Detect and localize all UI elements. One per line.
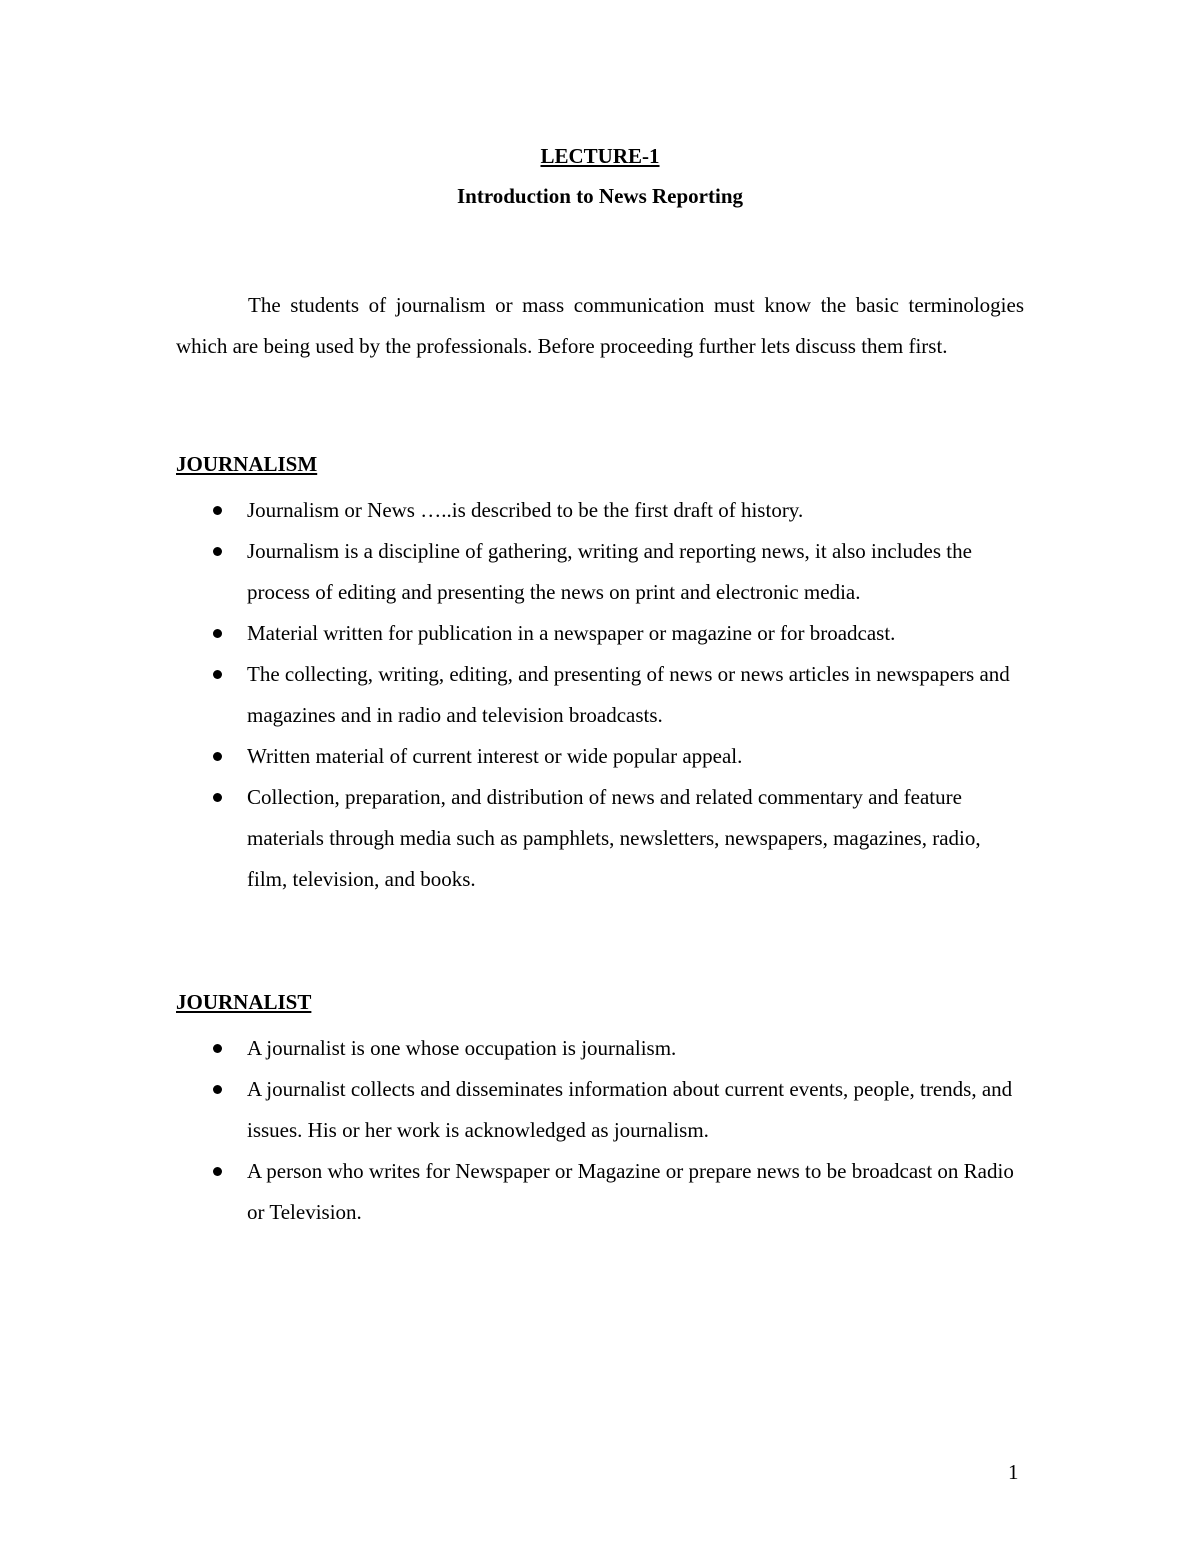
list-item-text: Journalism or News …..is described to be the first draft of history. bbox=[247, 498, 804, 522]
list-item bbox=[176, 736, 1024, 777]
journalist-bullet-list bbox=[176, 1028, 1024, 1233]
bullet-icon bbox=[213, 629, 222, 638]
list-item bbox=[176, 777, 1024, 900]
list-item-text: A journalist collects and disseminates information about current events, people, trends, and issues. His or her work is acknowledged as journalism. bbox=[247, 1077, 1013, 1142]
bullet-icon bbox=[213, 1085, 222, 1094]
journalism-bullet-list bbox=[176, 490, 1024, 900]
list-item-text: The collecting, writing, editing, and presenting of news or news articles in newspapers and magazines and in radio and television broadcasts. bbox=[247, 662, 1010, 727]
list-item bbox=[176, 1028, 1024, 1069]
bullet-icon bbox=[213, 670, 222, 679]
list-item bbox=[176, 490, 1024, 531]
bullet-icon bbox=[213, 547, 222, 556]
bullet-icon bbox=[213, 752, 222, 761]
list-item-text: Collection, preparation, and distribution of news and related commentary and feature materials through media such as pamphlets, newsletters, newspapers, magazines, radio, film, television, and books. bbox=[247, 785, 981, 891]
list-item-text: Written material of current interest or wide popular appeal. bbox=[247, 744, 743, 768]
section-heading-journalism: JOURNALISM bbox=[176, 452, 318, 476]
list-item bbox=[176, 1151, 1024, 1233]
list-item bbox=[176, 531, 1024, 613]
lecture-subtitle: Introduction to News Reporting bbox=[456, 184, 744, 208]
bullet-icon bbox=[213, 793, 222, 802]
list-item-text: Material written for publication in a newspaper or magazine or for broadcast. bbox=[247, 621, 896, 645]
bullet-icon bbox=[213, 506, 222, 515]
list-item bbox=[176, 1069, 1024, 1151]
page-number: 1 bbox=[1008, 1460, 1019, 1484]
intro-paragraph: The students of journalism or mass communication must know the basic terminologies which are being used by the professionals. Before proceeding further lets discuss them first. bbox=[176, 293, 1024, 358]
list-item-text: A person who writes for Newspaper or Magazine or prepare news to be broadcast on Radio or Television. bbox=[247, 1159, 1014, 1224]
section-heading-journalist: JOURNALIST bbox=[176, 990, 312, 1014]
list-item-text: Journalism is a discipline of gathering, writing and reporting news, it also includes the process of editing and presenting the news on print and electronic media. bbox=[247, 539, 972, 604]
list-item-text: A journalist is one whose occupation is journalism. bbox=[247, 1036, 677, 1060]
lecture-title: LECTURE-1 bbox=[540, 144, 660, 168]
bullet-icon bbox=[213, 1167, 222, 1176]
bullet-icon bbox=[213, 1044, 222, 1053]
list-item bbox=[176, 654, 1024, 736]
list-item bbox=[176, 613, 1024, 654]
